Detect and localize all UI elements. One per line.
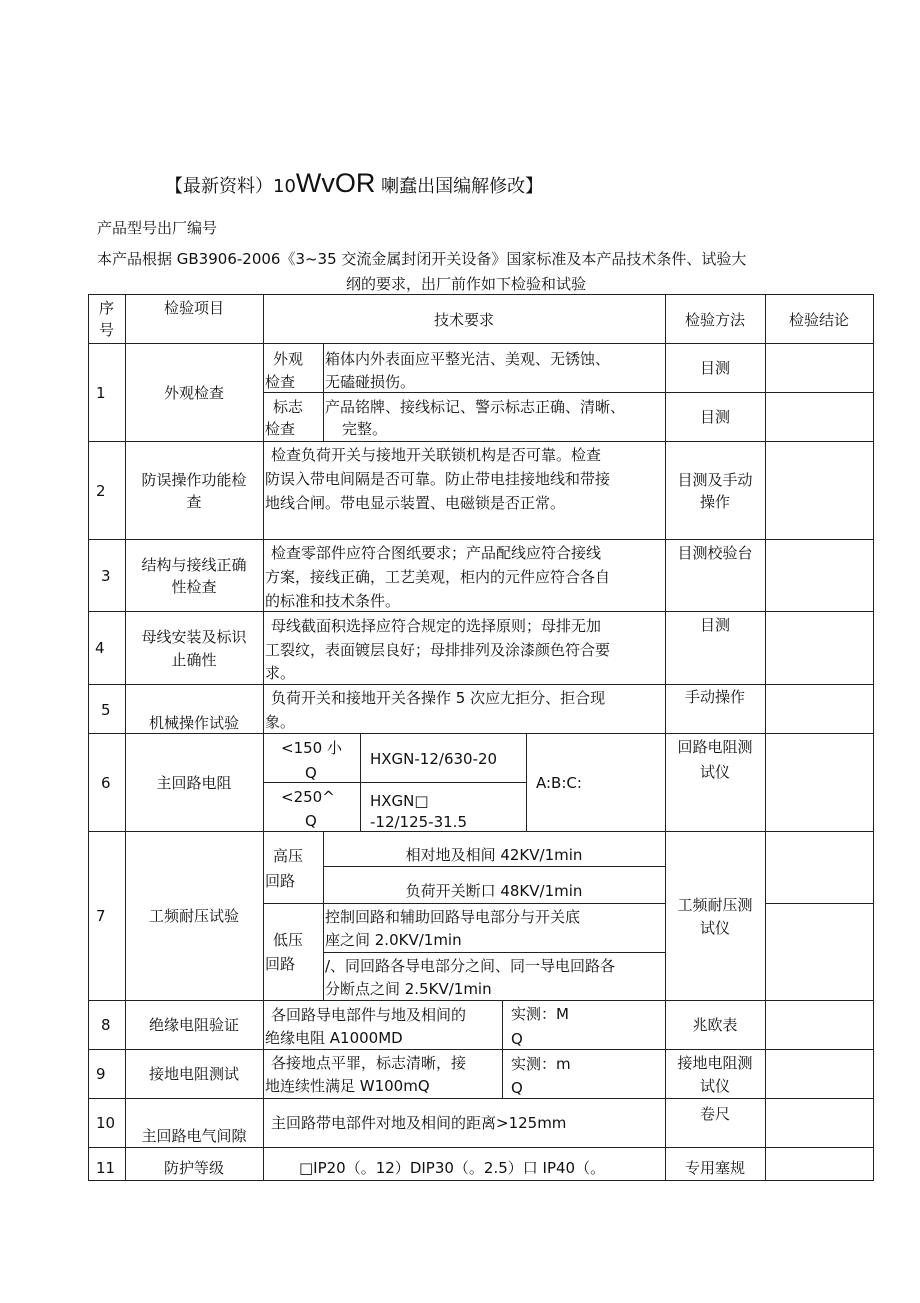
title-suffix: 喇蠢出国编解修改】 bbox=[375, 176, 544, 197]
requirement-text: 各回路导电部件与地及相间的 bbox=[271, 1006, 467, 1024]
header-result: 检验结论 bbox=[788, 311, 849, 329]
row-item: 绝缘电阻验证 bbox=[148, 1016, 239, 1034]
row-item: 结构与接线正确 bbox=[141, 556, 247, 574]
requirement-text: □IP20（。12）DIP30（。2.5）口 IP40（。 bbox=[299, 1159, 606, 1177]
requirement-text: 地连续性满足 W100mQ bbox=[265, 1077, 430, 1095]
requirement-text: 工裂纹，表面镀层良好；母排排列及涂漆颜色符合要 bbox=[265, 641, 611, 659]
rule-r9-bottom bbox=[88, 1098, 874, 1099]
method-text: 专用塞规 bbox=[684, 1159, 745, 1177]
row-num: 10 bbox=[96, 1114, 116, 1132]
method-text: 目测 bbox=[699, 359, 730, 377]
requirement-text: 产品铭牌、接线标记、警示标志正确、清晰、 bbox=[325, 398, 626, 416]
row-num: 9 bbox=[96, 1065, 106, 1083]
method-text: 目测 bbox=[699, 616, 730, 634]
header-method: 检验方法 bbox=[684, 311, 745, 329]
method-text: 工频耐压测 bbox=[677, 896, 753, 914]
resistance-limit: <250^ bbox=[281, 788, 335, 806]
method-text: 手动操作 bbox=[684, 688, 745, 706]
sub-label: 检查 bbox=[265, 373, 296, 391]
requirement-text: 检查负荷开关与接地开关联锁机构是否可靠。检查 bbox=[271, 446, 602, 464]
row-num: 4 bbox=[95, 639, 105, 657]
row-num: 8 bbox=[101, 1016, 111, 1034]
requirement-text: 各接地点平罪，标志清晰，接 bbox=[271, 1054, 467, 1072]
rule-table-bottom bbox=[88, 1180, 874, 1181]
requirement-text: 求。 bbox=[265, 664, 296, 682]
row-item: 防误操作功能检 bbox=[141, 471, 247, 489]
requirement-text: 防误入带电间隔是否可靠。防止带电挂接地线和带接 bbox=[265, 470, 611, 488]
row-item: 主回路电气间隙 bbox=[141, 1127, 247, 1145]
requirement-text: 主回路带电部件对地及相间的距离>125mm bbox=[271, 1114, 567, 1132]
rule-r4-bottom bbox=[88, 684, 874, 685]
row-item: 机械操作试验 bbox=[148, 714, 239, 732]
row-num: 11 bbox=[96, 1159, 116, 1177]
intro-line-1: 本产品根据 GB3906-2006《3~35 交流金属封闭开关设备》国家标准及本产品技术条件、试验大 bbox=[97, 250, 747, 268]
sub-label: 外观 bbox=[273, 350, 304, 368]
requirement-text: 象。 bbox=[265, 713, 296, 731]
requirement-text: 负荷开关和接地开关各操作 5 次应尢拒分、拒合现 bbox=[271, 689, 606, 707]
method-text: 试仪 bbox=[699, 919, 730, 937]
method-text: 接地电阻测 bbox=[677, 1054, 753, 1072]
row-item: 查 bbox=[186, 493, 202, 511]
rule-r3-bottom bbox=[88, 611, 874, 612]
model-text: -12/125-31.5 bbox=[370, 813, 467, 831]
intro-line-2: 纲的要求，出厂前作如下检验和试验 bbox=[346, 275, 587, 293]
row-num: 3 bbox=[101, 567, 111, 585]
rule-r6-mid bbox=[263, 782, 526, 783]
header-seq-1: 序 bbox=[98, 299, 114, 317]
title-big-text: WvOR bbox=[295, 168, 376, 198]
product-line: 产品型号出厂编号 bbox=[97, 219, 218, 237]
rule-r6-sub2 bbox=[526, 733, 527, 831]
method-text: 目测校验台 bbox=[677, 544, 753, 562]
rule-top bbox=[88, 294, 874, 295]
rule-left bbox=[88, 294, 89, 1180]
rule-header-bottom bbox=[88, 343, 874, 344]
rule-r6-bottom bbox=[88, 831, 874, 832]
row-num: 2 bbox=[96, 482, 106, 500]
phase-values: A:B:C: bbox=[536, 774, 582, 792]
method-text: 试仪 bbox=[699, 763, 730, 781]
row-item: 接地电阻测试 bbox=[148, 1065, 239, 1083]
sub-label: 低压 bbox=[273, 931, 304, 949]
header-item: 检验项目 bbox=[163, 299, 224, 317]
row-item: 母线安装及标识 bbox=[141, 628, 247, 646]
row-item: 外观检查 bbox=[163, 384, 224, 402]
requirement-text: 的标准和技术条件。 bbox=[265, 592, 401, 610]
measured-value: 实测：m bbox=[511, 1055, 571, 1073]
requirement-text: 完整。 bbox=[342, 420, 388, 438]
requirement-text: 地线合闸。带电显示装置、电磁锁是否正常。 bbox=[265, 494, 566, 512]
sub-label: 回路 bbox=[265, 872, 296, 890]
method-text: 目测及手动 bbox=[677, 471, 753, 489]
requirement-text: 检查零部件应符合图纸要求；产品配线应符合接线 bbox=[271, 544, 602, 562]
row-item: 止确性 bbox=[171, 651, 217, 669]
row-num: 6 bbox=[101, 774, 111, 792]
measured-unit: Q bbox=[511, 1079, 523, 1097]
rule-r7-hv-mid bbox=[323, 866, 665, 867]
model-text: HXGN-12/630-20 bbox=[370, 750, 498, 768]
requirement-text: 母线截面积选择应符合规定的选择原则；母排无加 bbox=[271, 617, 602, 635]
rule-r7-result-mid bbox=[765, 903, 874, 904]
requirement-text: 绝缘电阻 A1000MD bbox=[265, 1029, 403, 1047]
requirement-text: 箱体内外表面应平整光洁、美观、无锈蚀、 bbox=[325, 350, 611, 368]
sub-label: 回路 bbox=[265, 955, 296, 973]
method-text: 操作 bbox=[699, 493, 730, 511]
header-seq-2: 号 bbox=[98, 321, 114, 339]
rule-r8-bottom bbox=[88, 1049, 874, 1050]
title-prefix: 【最新资料）10 bbox=[165, 176, 296, 197]
rule-r7-lv-mid bbox=[323, 952, 665, 953]
measured-value: 实测：M bbox=[511, 1005, 569, 1023]
header-req: 技术要求 bbox=[433, 311, 494, 329]
requirement-text: 无磕碰损伤。 bbox=[325, 373, 416, 391]
requirement-text: 分断点之间 2.5KV/1min bbox=[325, 980, 492, 998]
rule-r1-bottom bbox=[88, 441, 874, 442]
resistance-unit: Q bbox=[305, 764, 317, 782]
model-text: HXGN□ bbox=[370, 792, 429, 810]
sub-label: 高压 bbox=[273, 847, 304, 865]
row-num: 7 bbox=[96, 907, 106, 925]
method-text: 兆欧表 bbox=[692, 1016, 738, 1034]
row-item: 性检查 bbox=[171, 578, 217, 596]
rule-r8r9-sub bbox=[502, 1000, 503, 1098]
requirement-text: 相对地及相间 42KV/1min bbox=[405, 846, 583, 864]
requirement-text: 方案，接线正确，工艺美观，柜内的元件应符合各自 bbox=[265, 568, 611, 586]
sub-label: 检查 bbox=[265, 420, 296, 438]
row-item: 工频耐压试验 bbox=[148, 907, 239, 925]
row-item: 主回路电阻 bbox=[156, 774, 232, 792]
rule-r2-bottom bbox=[88, 539, 874, 540]
requirement-text: 座之间 2.0KV/1min bbox=[325, 931, 462, 949]
rule-method-right bbox=[765, 294, 766, 1180]
requirement-text: 负荷开关断口 48KV/1min bbox=[405, 882, 583, 900]
sub-label: 标志 bbox=[273, 398, 304, 416]
rule-item-right bbox=[263, 294, 264, 1180]
method-text: 试仪 bbox=[699, 1077, 730, 1095]
rule-r1-sub bbox=[323, 343, 324, 441]
resistance-limit: <150 小 bbox=[281, 739, 342, 757]
method-text: 目测 bbox=[699, 408, 730, 426]
rule-r6-sub1 bbox=[360, 733, 361, 831]
rule-num-right bbox=[125, 294, 126, 1180]
row-num: 1 bbox=[96, 384, 106, 402]
row-num: 5 bbox=[101, 701, 111, 719]
requirement-text: 控制回路和辅助回路导电部分与开关底 bbox=[325, 908, 581, 926]
resistance-unit: Q bbox=[305, 812, 317, 830]
rule-r10-bottom bbox=[88, 1147, 874, 1148]
rule-right bbox=[873, 294, 874, 1180]
method-text: 卷尺 bbox=[699, 1105, 730, 1123]
rule-r7-bottom bbox=[88, 1000, 874, 1001]
requirement-text: /、同回路各导电部分之间、同一导电回路各 bbox=[325, 957, 616, 975]
row-item: 防护等级 bbox=[163, 1159, 224, 1177]
method-text: 回路电阻测 bbox=[677, 738, 753, 756]
measured-unit: Q bbox=[511, 1030, 523, 1048]
